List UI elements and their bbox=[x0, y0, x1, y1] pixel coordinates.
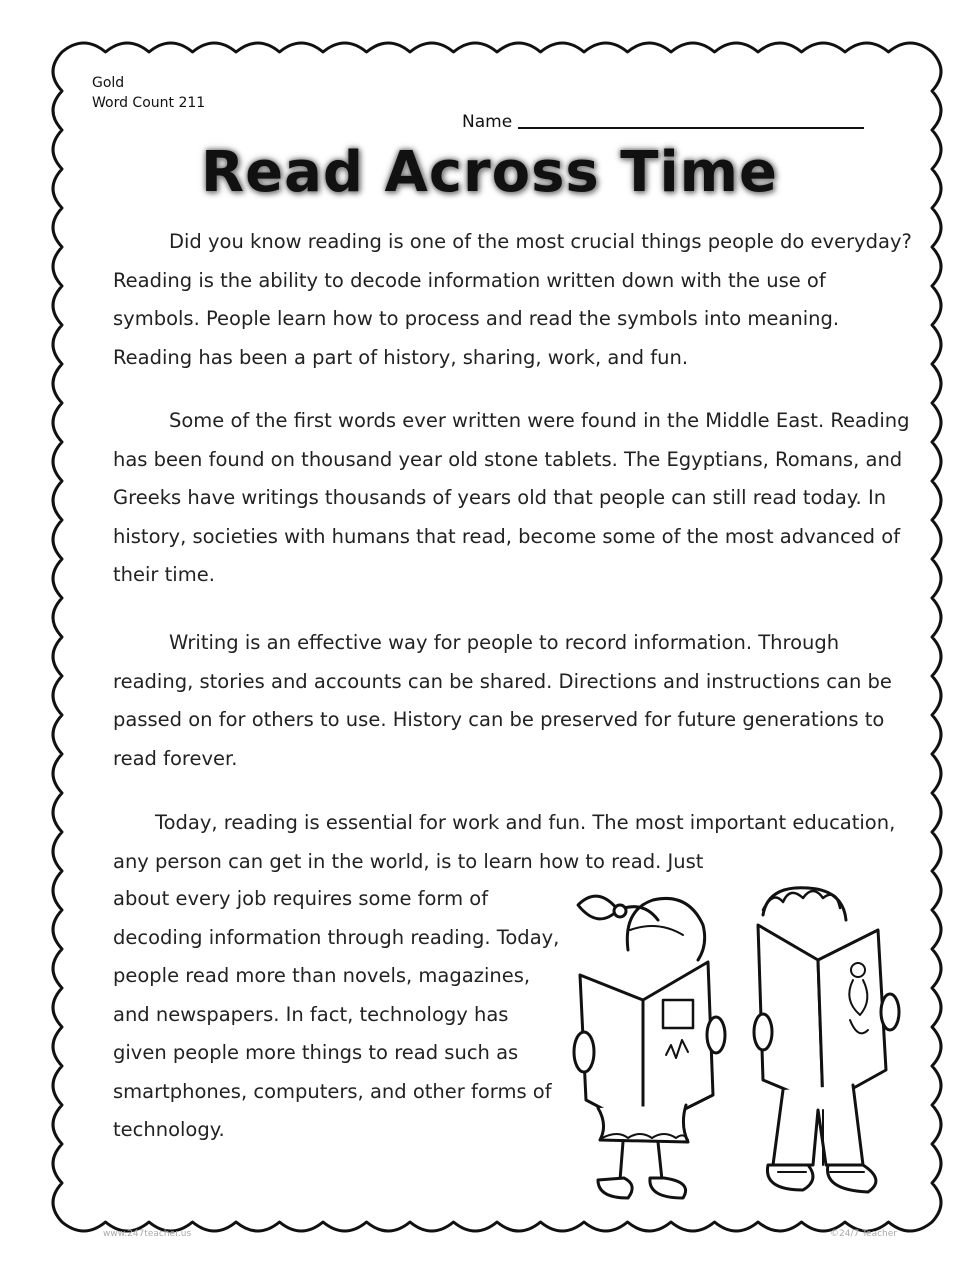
two-children-reading-books-icon bbox=[568, 880, 908, 1210]
level-label: Gold bbox=[92, 75, 125, 91]
footer-website: www.247teacher.us bbox=[103, 1229, 192, 1239]
paragraph-2-text: Some of the first words ever written were found in the Middle East. Reading has been found on thousand year old stone tablets. The Egyptians, Romans, and Greeks have writings thousands of years old that people can still read today. In history, societies with humans that read, become some of the most advanced of their time. bbox=[113, 409, 910, 586]
paragraph-3-text: Writing is an effective way for people to record information. Through reading, stories and accounts can be shared. Directions and instructions can be passed on for others to use. History can be preserved for future generations to read forever. bbox=[113, 631, 892, 770]
girl-reading-icon bbox=[574, 896, 725, 1198]
boy-reading-icon bbox=[754, 888, 899, 1192]
paragraph-2 bbox=[113, 402, 913, 595]
word-count: Word Count 211 bbox=[92, 95, 206, 111]
paragraph-1-text: Did you know reading is one of the most crucial things people do everyday? Reading is the ability to decode information written down with the use of symbols. People learn how to process and read the symbols into meaning. Reading has been a part of history, sharing, work, and fun. bbox=[113, 230, 912, 369]
name-blank-line[interactable] bbox=[518, 127, 864, 129]
name-label: Name bbox=[462, 112, 513, 132]
page-title: Read Across Time bbox=[201, 140, 778, 205]
paragraph-1 bbox=[113, 223, 913, 377]
name-field[interactable] bbox=[462, 112, 864, 132]
paragraph-3 bbox=[113, 624, 913, 778]
paragraph-4-top-text: Today, reading is essential for work and fun. The most important education, any person can get in the world, is to learn how to read. Just bbox=[113, 811, 896, 873]
level-info bbox=[92, 73, 205, 113]
paragraph-4-bottom: about every job requires some form of decoding information through reading. Today, people read more than novels, magazines, and newspapers. In fact, technology has given people more things to read such as smartphones, computers, and other forms of technology. bbox=[113, 887, 560, 1141]
footer-copyright: ©24/7 Teacher bbox=[830, 1229, 897, 1239]
paragraph-4-top bbox=[113, 804, 913, 881]
